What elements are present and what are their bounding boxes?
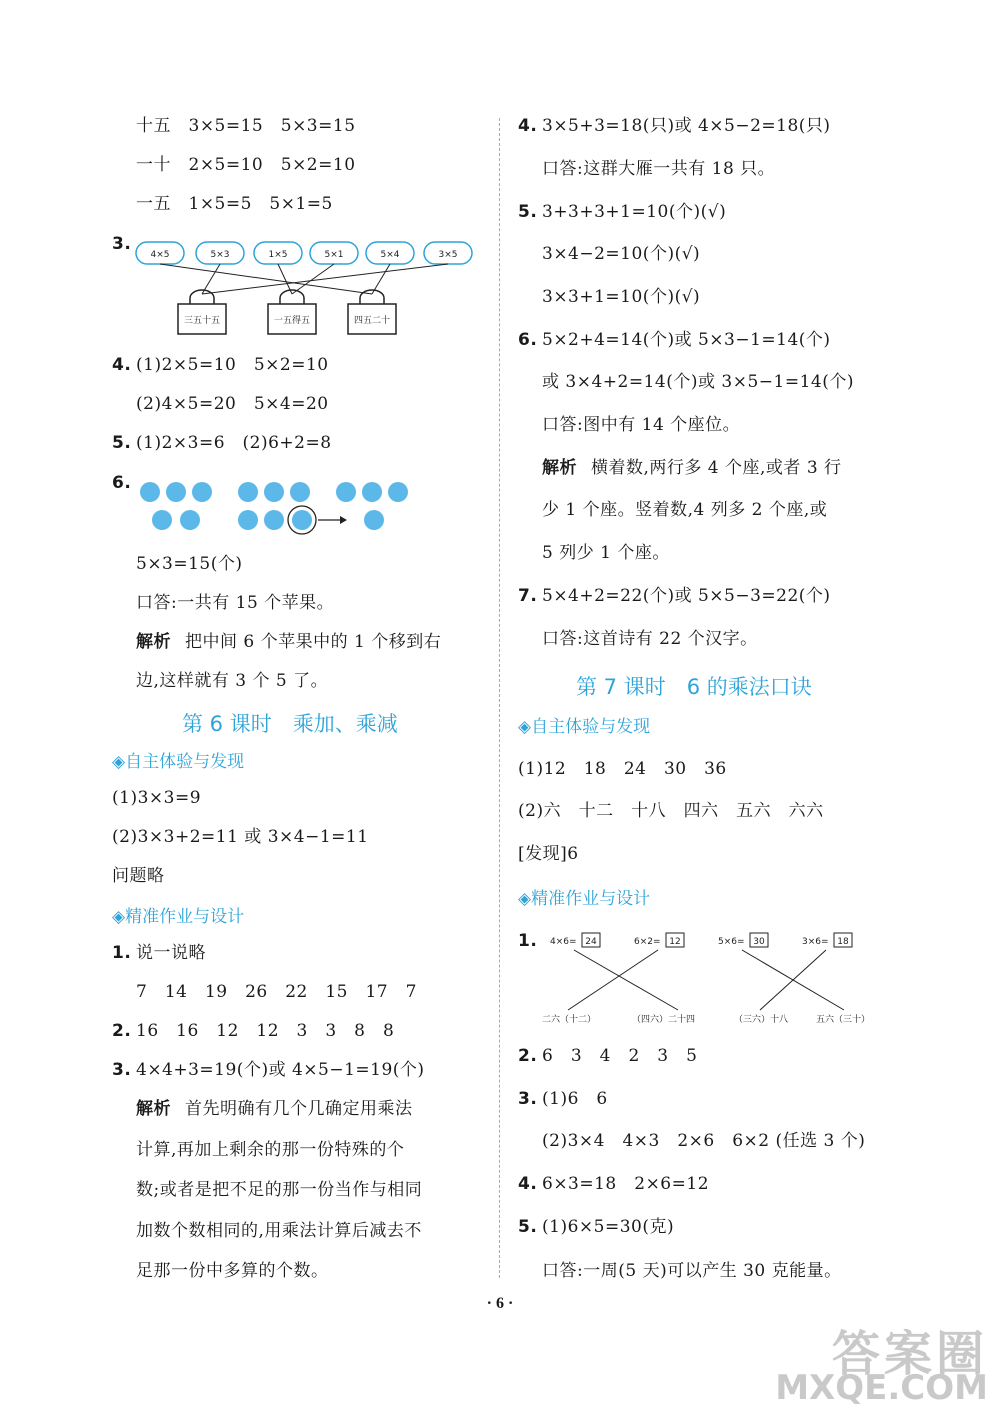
right-question-6-explanation-1 xyxy=(542,456,842,480)
right-homework-3-a: (1)6 6 xyxy=(542,1089,608,1109)
homework-3-explanation-2: 计算,再加上剩余的那一份特殊的个 xyxy=(136,1140,405,1160)
right-discovery-a: (1)12 18 24 30 36 xyxy=(518,759,727,779)
right-question-7-answer: 口答:这首诗有 22 个汉字。 xyxy=(542,629,758,649)
left-line-3: 一五 1×5=5 5×1=5 xyxy=(136,194,333,214)
homework-1-b: 7 14 19 26 22 15 17 7 xyxy=(136,982,417,1002)
match-bottom-3: （三六）十八 xyxy=(734,1015,789,1025)
watermark-bottom: MXQE.COM xyxy=(775,1368,988,1408)
match-top-1-value: 24 xyxy=(585,937,597,947)
key-5-label: 5×4 xyxy=(380,250,400,260)
discovery-a: (1)3×3=9 xyxy=(112,788,202,808)
match-top-2-expr: 6×2= xyxy=(634,937,661,947)
question-6-answer: 口答:一共有 15 个苹果。 xyxy=(136,593,335,613)
question-4-b: (2)4×5=20 5×4=20 xyxy=(136,394,329,414)
match-top-3-expr: 5×6= xyxy=(718,937,745,947)
right-question-5-a: 3+3+3+1=10(个)(√) xyxy=(542,202,727,222)
discovery-c: 问题略 xyxy=(112,866,165,886)
right-homework-5-number: 5. xyxy=(518,1217,538,1237)
right-question-5-c: 3×3+1=10(个)(√) xyxy=(542,287,701,307)
right-homework-4: 6×3=18 2×6=12 xyxy=(542,1174,710,1194)
left-line-2: 一十 2×5=10 5×2=10 xyxy=(136,155,356,175)
homework-3-explanation-3: 数;或者是把不足的那一份当作与相同 xyxy=(136,1180,423,1200)
lesson-7-title: 第 7 课时 6 的乘法口诀 xyxy=(576,675,812,699)
lock-2 xyxy=(268,290,316,334)
key-5 xyxy=(366,242,414,264)
lock-1 xyxy=(178,290,226,334)
match-top-1-expr: 4×6= xyxy=(550,937,577,947)
match-top-4-value: 18 xyxy=(837,937,849,947)
question-6-explanation-2: 边,这样就有 3 个 5 了。 xyxy=(136,671,329,691)
right-discovery-b: (2)六 十二 十八 四六 五六 六六 xyxy=(518,801,824,821)
right-question-7-number: 7. xyxy=(518,586,538,606)
right-question-6-explanation-3: 5 列少 1 个座。 xyxy=(542,543,670,563)
right-question-6-a: 5×2+4=14(个)或 5×3−1=14(个) xyxy=(542,330,831,350)
right-homework-5-answer: 口答:一周(5 天)可以产生 30 克能量。 xyxy=(542,1261,842,1281)
apple-group-3 xyxy=(336,482,408,530)
lock-2-label: 一五得五 xyxy=(273,316,311,326)
homework-3-explanation-1 xyxy=(136,1097,413,1121)
question-3-number: 3. xyxy=(112,234,132,254)
right-question-4-number: 4. xyxy=(518,116,538,136)
key-2 xyxy=(196,242,244,264)
right-homework-5: (1)6×5=30(克) xyxy=(542,1217,675,1237)
explanation-label: 解析 xyxy=(136,1099,171,1119)
watermark xyxy=(775,1326,988,1408)
key-6 xyxy=(424,242,472,264)
match-bottom-1: 二六（十二） xyxy=(542,1015,597,1025)
homework-1-a: 说一说略 xyxy=(136,943,206,963)
right-question-6-answer: 口答:图中有 14 个座位。 xyxy=(542,415,741,435)
right-question-6-explanation-2: 少 1 个座。竖着数,4 列多 2 个座,或 xyxy=(542,500,828,520)
apples-diagram xyxy=(134,474,424,538)
lock-1-label: 三五十五 xyxy=(183,316,221,326)
homework-1-number: 1. xyxy=(112,943,132,963)
matching-lines xyxy=(568,950,844,1010)
left-line-1: 十五 3×5=15 5×3=15 xyxy=(136,116,356,136)
match-top-4-expr: 3×6= xyxy=(802,937,829,947)
right-discovery-c: [发现]6 xyxy=(518,844,579,864)
right-question-4-answer: 口答:这群大雁一共有 18 只。 xyxy=(542,159,776,179)
key-3 xyxy=(254,242,302,264)
keys-locks-diagram xyxy=(132,234,482,339)
key-1 xyxy=(136,242,184,264)
right-question-5-b: 3×4−2=10(个)(√) xyxy=(542,244,701,264)
explanation-text: 把中间 6 个苹果中的 1 个移到右 xyxy=(185,632,442,652)
discovery-b: (2)3×3+2=11 或 3×4−1=11 xyxy=(112,827,369,847)
page-number: · 6 · xyxy=(486,1295,514,1312)
homework-3-explanation-4: 加数个数相同的,用乘法计算后减去不 xyxy=(136,1221,422,1241)
right-question-6-number: 6. xyxy=(518,330,538,350)
apple-group-2 xyxy=(238,482,347,534)
apple-group-1 xyxy=(140,482,212,530)
lesson-6-title: 第 6 课时 乘加、乘减 xyxy=(182,712,398,736)
right-homework-3-number: 3. xyxy=(518,1089,538,1109)
key-2-label: 5×3 xyxy=(210,250,230,260)
right-question-7: 5×4+2=22(个)或 5×5−3=22(个) xyxy=(542,586,831,606)
homework-2-number: 2. xyxy=(112,1021,132,1041)
question-4-number: 4. xyxy=(112,355,132,375)
key-4-label: 5×1 xyxy=(324,250,344,260)
homework-2: 16 16 12 12 3 3 8 8 xyxy=(136,1021,395,1041)
question-6-explanation-1 xyxy=(136,630,441,654)
column-divider xyxy=(499,118,500,1278)
match-bottom-2: （四六）二十四 xyxy=(632,1015,696,1025)
right-homework-4-number: 4. xyxy=(518,1174,538,1194)
right-question-5-number: 5. xyxy=(518,202,538,222)
right-section-self-discovery: ◈自主体验与发现 xyxy=(518,717,651,737)
match-bottom-4: 五六（三十） xyxy=(816,1015,871,1025)
question-5-number: 5. xyxy=(112,433,132,453)
explanation-text: 横着数,两行多 4 个座,或者 3 行 xyxy=(591,458,842,478)
right-homework-1-number: 1. xyxy=(518,931,538,951)
explanation-label: 解析 xyxy=(542,458,577,478)
homework-3-number: 3. xyxy=(112,1060,132,1080)
question-6-equation: 5×3=15(个) xyxy=(136,554,243,574)
question-5: (1)2×3=6 (2)6+2=8 xyxy=(136,433,332,453)
question-4-a: (1)2×5=10 5×2=10 xyxy=(136,355,329,375)
key-6-label: 3×5 xyxy=(438,250,458,260)
question-6-number: 6. xyxy=(112,473,132,493)
right-section-homework: ◈精准作业与设计 xyxy=(518,889,651,909)
right-homework-3-b: (2)3×4 4×3 2×6 6×2 (任选 3 个) xyxy=(542,1131,866,1151)
homework-3-explanation-5: 足那一份中多算的个数。 xyxy=(136,1261,329,1281)
watermark-top: 答案圈 xyxy=(831,1326,988,1382)
right-question-6-b: 或 3×4+2=14(个)或 3×5−1=14(个) xyxy=(542,372,854,392)
multiplication-matching-diagram xyxy=(538,928,888,1028)
right-homework-2-number: 2. xyxy=(518,1046,538,1066)
key-3-label: 1×5 xyxy=(268,250,288,260)
match-top-3-value: 30 xyxy=(753,937,765,947)
key-1-label: 4×5 xyxy=(150,250,170,260)
lock-3 xyxy=(348,290,396,334)
homework-3: 4×4+3=19(个)或 4×5−1=19(个) xyxy=(136,1060,425,1080)
right-homework-2: 6 3 4 2 3 5 xyxy=(542,1046,698,1066)
explanation-text: 首先明确有几个几确定用乘法 xyxy=(185,1099,413,1119)
section-homework: ◈精准作业与设计 xyxy=(112,907,245,927)
section-self-discovery: ◈自主体验与发现 xyxy=(112,752,245,772)
explanation-label: 解析 xyxy=(136,632,171,652)
right-question-4: 3×5+3=18(只)或 4×5−2=18(只) xyxy=(542,116,831,136)
key-4 xyxy=(310,242,358,264)
lock-3-label: 四五二十 xyxy=(353,316,391,326)
match-top-2-value: 12 xyxy=(669,937,681,947)
